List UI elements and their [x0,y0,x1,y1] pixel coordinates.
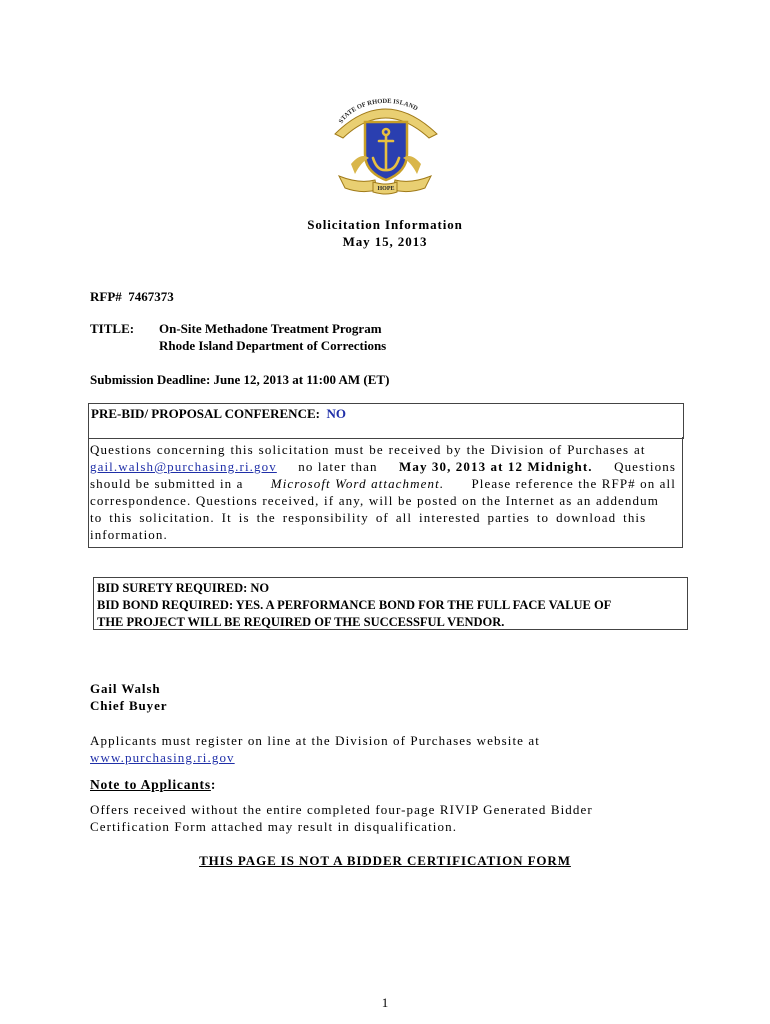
prebid-value: NO [326,406,346,421]
prebid-label: PRE-BID/ PROPOSAL CONFERENCE: [91,406,320,421]
bid-surety: BID SURETY REQUIRED: NO [97,581,270,595]
website-link[interactable]: www.purchasing.ri.gov [90,750,235,765]
note-colon: : [210,777,217,792]
page-number: 1 [381,995,389,1010]
svg-text:HOPE: HOPE [377,186,395,192]
title-label: TITLE: [90,321,135,336]
contact-name: Gail Walsh [90,681,161,696]
note-line1: Offers received without the entire completed four-page RIVIP Generated Bidder [90,802,593,817]
register-text: Applicants must register on line at the Division of Purchases website at [90,733,540,748]
title-line1: On-Site Methadone Treatment Program [159,321,382,336]
questions-no-later: no later than [298,459,378,474]
disclaimer-wrap [0,852,770,870]
questions-deadline: May 30, 2013 at 12 Midnight. [398,459,593,474]
questions-line-6: information. [90,527,168,542]
rfp-label: RFP# [90,289,122,304]
bid-bond-line1: BID BOND REQUIRED: YES. A PERFORMANCE BOND FOR THE FULL FACE VALUE OF [97,598,612,612]
rhode-island-seal-icon [325,92,445,198]
header-date: May 15, 2013 [342,234,428,249]
svg-text:STATE OF RHODE ISLAND: STATE OF RHODE ISLAND [337,97,419,125]
rfp-line [90,289,174,305]
prebid-line [91,406,346,422]
questions-line-3-end: Please reference the RFP# on all [471,476,676,491]
questions-line-1-text: Questions concerning this solicitation must be received by the Division of Purchases at [90,442,646,457]
bonds-text [97,580,611,631]
contact-role: Chief Buyer [90,698,168,713]
questions-attachment: Microsoft Word attachment. [270,476,445,491]
note-line2: Certification Form attached may result in disqualification. [90,819,458,834]
header-title: Solicitation Information [307,217,463,232]
email-link[interactable]: gail.walsh@purchasing.ri.gov [90,459,277,474]
note-heading: Note to Applicants [90,777,211,792]
questions-line-4: correspondence. Questions received, if any, will be posted on the Internet as an addendum [90,493,659,508]
note-heading-line [90,777,216,793]
rfp-number: 7467373 [128,289,174,304]
questions-line-5: to this solicitation. It is the responsibility of all interested parties to download this [90,510,647,525]
questions-word: Questions [614,459,676,474]
questions-line-3 [90,475,676,492]
questions-line-1 [90,441,676,458]
questions-line-2 [90,458,676,475]
questions-text [90,441,676,543]
questions-line-3-start: should be submitted in a [90,476,244,491]
submission-deadline: Submission Deadline: June 12, 2013 at 11:00 AM (ET) [90,372,390,387]
disclaimer: THIS PAGE IS NOT A BIDDER CERTIFICATION FORM [199,853,571,868]
title-line2: Rhode Island Department of Corrections [159,338,387,353]
bid-bond-line2: THE PROJECT WILL BE REQUIRED OF THE SUCCESSFUL VENDOR. [97,615,505,629]
